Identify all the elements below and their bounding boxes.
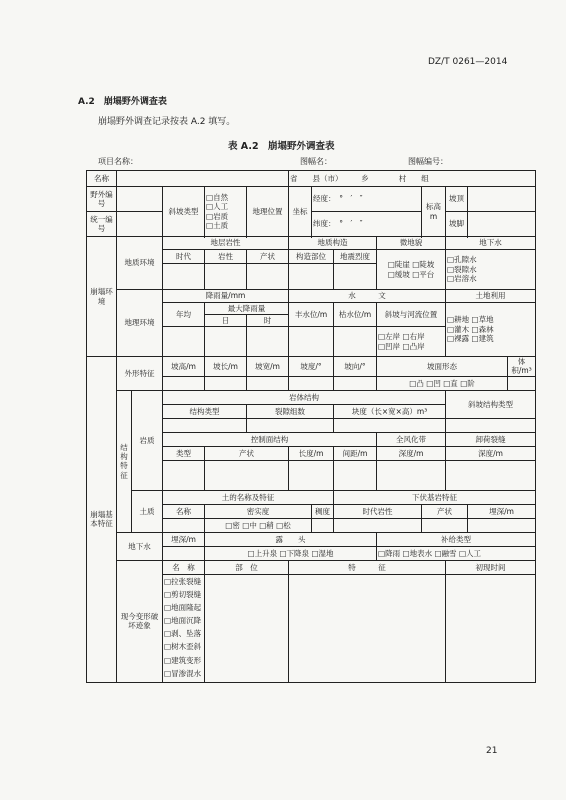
groundwater-header: 地下水 (446, 237, 536, 250)
elevation-label: 标高m (422, 187, 446, 237)
slope-top-cell[interactable] (468, 187, 536, 212)
cp-length-header: 长度/m (289, 446, 334, 460)
gw-depth-cell[interactable] (163, 546, 205, 560)
project-name-label: 项目名称： (98, 157, 138, 166)
high-water-cell[interactable] (289, 327, 334, 357)
table-title: 表 A.2 崩塌野外调查表 (228, 141, 335, 152)
fissure-group-header: 裂隙组数 (247, 404, 334, 418)
deform-part-cell[interactable] (205, 574, 289, 682)
slope-type-label: 斜坡类型 (163, 187, 205, 237)
gw-label: 地下水 (117, 532, 163, 560)
geo-position-label: 地理位置 (247, 187, 289, 237)
slope-foot-cell[interactable] (468, 212, 536, 237)
option-artificial[interactable]: □人工 (206, 202, 229, 212)
era-header: 时代 (163, 250, 205, 264)
wild-no-cell[interactable] (117, 187, 163, 212)
bedrock-attitude-header: 产状 (422, 504, 468, 518)
deform-time-header: 初现时间 (446, 560, 536, 574)
struct-part-cell[interactable] (289, 264, 334, 290)
deform-feature-cell[interactable] (289, 574, 446, 682)
spring-header: 露 头 (205, 532, 377, 546)
consistency-header: 稠度 (312, 504, 334, 518)
slope-direction-header: 坡向/° (334, 357, 377, 377)
page-number: 21 (486, 746, 498, 756)
name-cell[interactable] (117, 171, 289, 187)
landuse-options[interactable]: □耕地 □草地 □灌木 □森林 □裸露 □建筑 (446, 303, 536, 357)
attitude-cell[interactable] (247, 264, 289, 290)
slope-type-options[interactable] (205, 187, 247, 237)
spring-options[interactable]: □上升泉 □下降泉 □湿地 (205, 546, 377, 560)
unload-crack-header: 卸荷裂缝 (446, 432, 536, 446)
deform-feature-header: 特 征 (289, 560, 446, 574)
seismic-cell[interactable] (334, 264, 377, 290)
age-lith-header: 时代岩性 (334, 504, 422, 518)
coord-label: 坐标 (289, 187, 312, 237)
cp-spacing-header: 间距/m (334, 446, 377, 460)
weathering-depth-header: 深度/m (377, 446, 446, 460)
collapse-survey-form (86, 170, 536, 683)
rainfall-header: 降雨量/mm (163, 290, 289, 303)
slope-length-cell[interactable] (205, 376, 247, 390)
deform-options[interactable]: □拉张裂缝 □剪切裂缝 □地面隆起 □地面沉降 □剥、坠落 □树木歪斜 □建筑变形 □冒渗混水 (163, 574, 205, 682)
attitude-header: 产状 (247, 250, 289, 264)
bedrock-attitude-cell[interactable] (422, 518, 468, 532)
shape-label: 外形特征 (117, 357, 163, 391)
burial-header: 埋深/m (468, 504, 536, 518)
high-water-header: 丰水位/m (289, 303, 334, 327)
slope-direction-cell[interactable] (334, 376, 377, 390)
profile-header: 坡面形态 (377, 357, 508, 377)
slope-foot-label: 坡脚 (446, 212, 468, 237)
slope-struct-type-header: 斜坡结构类型 (446, 390, 536, 418)
cp-type-header: 类型 (163, 446, 205, 460)
deform-time-cell[interactable] (446, 574, 536, 682)
structure-label: 结构特征 (117, 390, 132, 532)
volume-header: 体积/m³ (508, 357, 536, 377)
microland-header: 微地貌 (377, 237, 446, 250)
slope-width-cell[interactable] (247, 376, 289, 390)
slope-height-header: 坡高/m (163, 357, 205, 377)
geog-env-label: 地理环境 (117, 290, 163, 357)
annual-header: 年均 (163, 303, 205, 327)
cp-attitude-header: 产状 (205, 446, 289, 460)
hour-cell[interactable] (247, 327, 289, 357)
deform-label: 现今变形破坏迹象 (117, 560, 163, 682)
low-water-cell[interactable] (334, 327, 377, 357)
microland-options[interactable]: □陡崖 □陡坡 □缓坡 □平台 (377, 250, 446, 290)
soil-name-header: 土的名称及特征 (163, 490, 334, 504)
basic-label: 崩塌基本特征 (87, 357, 117, 683)
day-cell[interactable] (205, 327, 247, 357)
wild-no-label: 野外编号 (87, 187, 117, 212)
weathering-depth-cell[interactable] (377, 460, 446, 490)
slope-length-header: 坡长/m (205, 357, 247, 377)
admin-location[interactable]: 省 县（市） 乡 村 组 (289, 171, 536, 187)
cp-length-cell[interactable] (289, 460, 334, 490)
lithology-header: 岩性 (205, 250, 247, 264)
rock-label: 岩质 (132, 390, 163, 490)
volume-cell[interactable] (508, 376, 536, 390)
landuse-header: 土地利用 (446, 290, 536, 303)
era-cell[interactable] (163, 264, 205, 290)
rock-struct-header: 岩体结构 (163, 390, 446, 404)
block-size-cell[interactable] (334, 418, 446, 432)
cp-attitude-cell[interactable] (205, 460, 289, 490)
hydro-header: 水 文 (289, 290, 446, 303)
unified-no-label: 统一编号 (87, 212, 117, 237)
sheet-name-label: 图幅名： (300, 157, 332, 166)
geo-env-label: 地质环境 (117, 237, 163, 290)
section-intro: 崩塌野外调查记录按表 A.2 填写。 (98, 117, 236, 127)
low-water-header: 枯水位/m (334, 303, 377, 327)
soil-name-cell[interactable] (163, 518, 205, 532)
gw-depth-header: 埋深/m (163, 532, 205, 546)
unload-depth-header: 深度/m (446, 446, 536, 460)
slope-width-header: 坡宽/m (247, 357, 289, 377)
recharge-options[interactable]: □降雨 □地表水 □融雪 □人工 (377, 546, 536, 560)
slope-struct-type-cell[interactable] (446, 418, 536, 432)
name-label: 名称 (87, 171, 117, 187)
option-rock[interactable]: □岩质 (206, 211, 229, 221)
deform-name-header: 名 称 (163, 560, 205, 574)
bedrock-header: 下伏基岩特征 (334, 490, 536, 504)
age-lith-cell[interactable] (334, 518, 422, 532)
section-title: A.2 崩塌野外调查表 (78, 97, 167, 107)
env-label: 崩塌环境 (87, 237, 117, 357)
control-plane-header: 控制面结构 (163, 432, 377, 446)
slope-top-label: 坡顶 (446, 187, 468, 212)
struct-part-header: 构造部位 (289, 250, 334, 264)
slope-degree-cell[interactable] (289, 376, 334, 390)
hour-header: 时 (247, 315, 289, 327)
deform-part-header: 部 位 (205, 560, 289, 574)
longitude-field[interactable]: 经度： ° ′ ″ (312, 187, 422, 212)
density-options[interactable]: □密 □中 □稍 □松 (205, 518, 312, 532)
struct-type-header: 结构类型 (163, 404, 247, 418)
option-natural[interactable]: □自然 (206, 192, 229, 202)
lithology-cell[interactable] (205, 264, 247, 290)
slope-river-header: 斜坡与河流位置 (377, 303, 446, 327)
option-soil[interactable]: □土质 (206, 220, 229, 230)
sheet-number-label: 图幅编号： (408, 157, 448, 166)
cp-type-cell[interactable] (163, 460, 205, 490)
strata-header: 地层岩性 (163, 237, 289, 250)
day-header: 日 (205, 315, 247, 327)
consistency-cell[interactable] (312, 518, 334, 532)
recharge-header: 补给类型 (377, 532, 536, 546)
annual-cell[interactable] (163, 327, 205, 357)
fissure-group-cell[interactable] (247, 418, 334, 432)
groundwater-options[interactable]: □孔隙水 □裂隙水 □岩溶水 (446, 250, 536, 290)
seismic-header: 地震烈度 (334, 250, 377, 264)
max-rain-header: 最大降雨量 (205, 303, 289, 315)
latitude-field[interactable]: 纬度： ° ′ ″ (312, 212, 422, 237)
structure-header: 地质构造 (289, 237, 377, 250)
soil-name-col: 名称 (163, 504, 205, 518)
density-header: 密实度 (205, 504, 312, 518)
cp-spacing-cell[interactable] (334, 460, 377, 490)
unload-depth-cell[interactable] (446, 460, 536, 490)
weathering-header: 全风化带 (377, 432, 446, 446)
river-options[interactable]: □左岸 □右岸 □凹岸 □凸岸 (377, 327, 446, 357)
burial-cell[interactable] (468, 518, 536, 532)
standard-code: DZ/T 0261—2014 (428, 57, 508, 67)
slope-height-cell[interactable] (163, 376, 205, 390)
unified-no-cell[interactable] (117, 212, 163, 237)
block-size-header: 块度（长×宽×高）m³ (334, 404, 446, 418)
struct-type-cell[interactable] (163, 418, 247, 432)
slope-degree-header: 坡度/° (289, 357, 334, 377)
soil-label: 土质 (132, 490, 163, 532)
profile-options[interactable]: □凸 □凹 □直 □阶 (377, 376, 508, 390)
